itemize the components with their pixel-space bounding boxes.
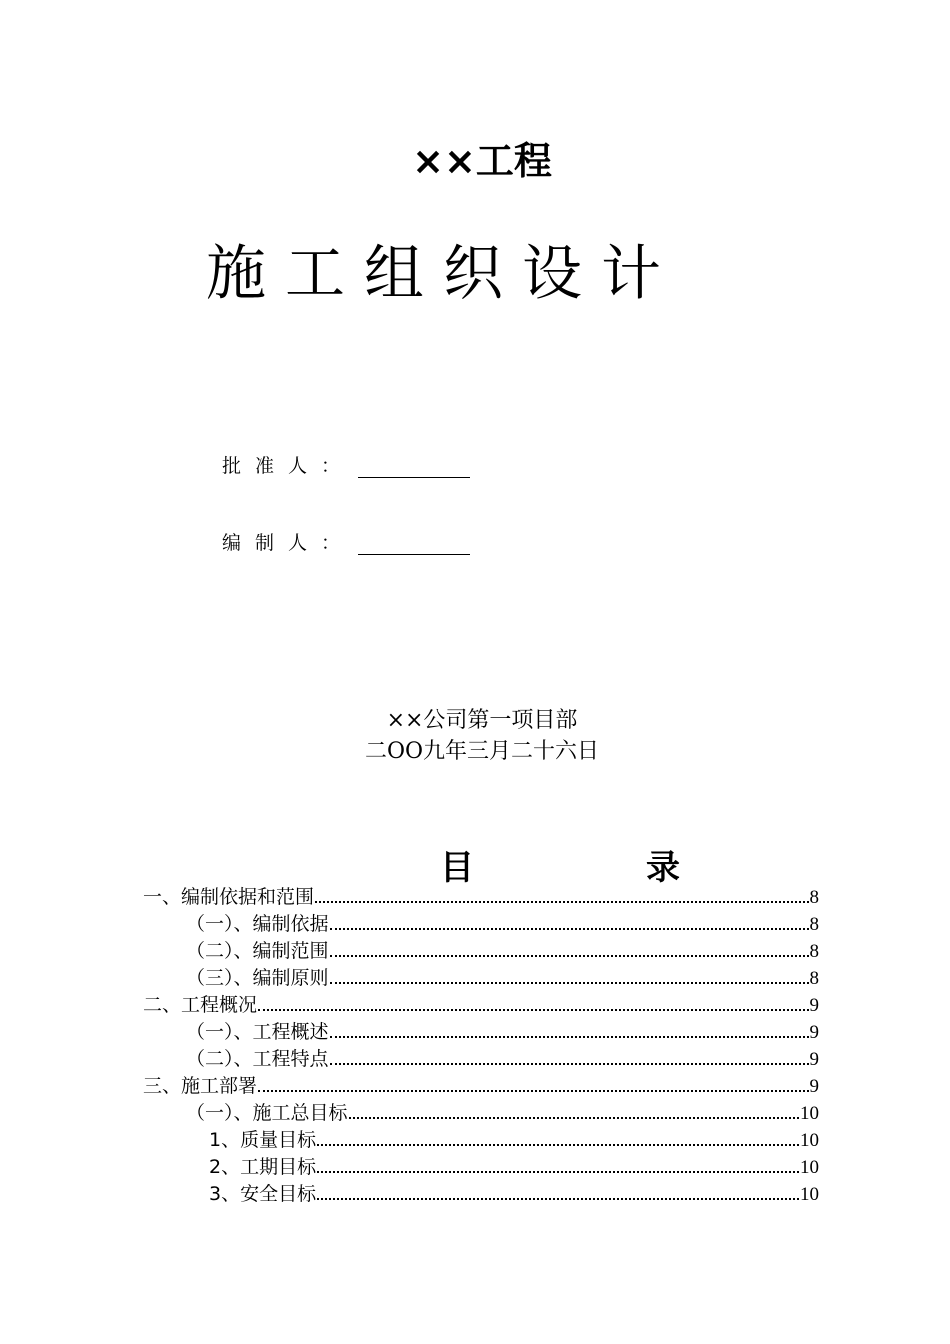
toc-leader-dots [330, 955, 809, 957]
toc-entry-label: （一）、施工总目标 [186, 1102, 348, 1124]
toc-entry-page: 8 [809, 941, 819, 962]
toc-entry[interactable] [143, 938, 819, 965]
toc-entry-page: 10 [800, 1130, 819, 1151]
toc-entry-label: 二、工程概况 [143, 994, 258, 1016]
toc-entry-page: 10 [800, 1157, 819, 1178]
compiler-label: 编制人： [222, 532, 355, 554]
toc-entry-label: 一、编制依据和范围 [143, 886, 315, 908]
toc-entry-page: 10 [800, 1184, 819, 1205]
organization-name: ××公司第一项目部 [386, 708, 578, 733]
toc-entry[interactable] [143, 1154, 819, 1181]
toc-entry-page: 9 [809, 1022, 819, 1043]
toc-entry[interactable] [143, 1127, 819, 1154]
toc-heading-left: 目 [440, 848, 474, 888]
toc-leader-dots [317, 1198, 799, 1200]
toc-entry-page: 8 [809, 968, 819, 989]
toc-heading-right: 录 [646, 848, 680, 888]
compiler-row [222, 527, 470, 555]
toc-entry[interactable] [143, 884, 819, 911]
toc-leader-dots [330, 928, 809, 930]
approver-row [222, 450, 470, 478]
toc-leader-dots [317, 1171, 799, 1173]
toc-entry-page: 9 [809, 995, 819, 1016]
toc-entry-label: 三、施工部署 [143, 1075, 258, 1097]
toc-entry-page: 8 [809, 914, 819, 935]
toc-entry-label: 1、质量目标 [209, 1129, 317, 1151]
toc-leader-dots [330, 1036, 809, 1038]
toc-entry-page: 10 [800, 1103, 819, 1124]
toc-entry-label: （一）、编制依据 [186, 913, 329, 935]
toc-entry-label: （三）、编制原则 [186, 967, 329, 989]
toc-entry[interactable] [143, 992, 819, 1019]
toc-entry-page: 8 [809, 887, 819, 908]
toc-entry[interactable] [143, 965, 819, 992]
toc-entry-label: （二）、工程特点 [186, 1048, 329, 1070]
approver-signature-line [358, 455, 470, 478]
toc-entry-label: 2、工期目标 [209, 1156, 317, 1178]
document-title: 施工组织设计 [206, 239, 680, 309]
toc-entry[interactable] [143, 911, 819, 938]
toc-entry-label: （二）、编制范围 [186, 940, 329, 962]
toc-entry-page: 9 [809, 1076, 819, 1097]
toc-entry[interactable] [143, 1181, 819, 1208]
toc-leader-dots [330, 982, 809, 984]
toc-leader-dots [258, 1009, 808, 1011]
toc-entry[interactable] [143, 1100, 819, 1127]
table-of-contents [143, 884, 819, 1208]
toc-entry-label: 3、安全目标 [209, 1183, 317, 1205]
toc-leader-dots [330, 1063, 809, 1065]
toc-leader-dots [258, 1090, 808, 1092]
toc-entry-page: 9 [809, 1049, 819, 1070]
compiler-signature-line [358, 532, 470, 555]
toc-leader-dots [317, 1144, 799, 1146]
toc-leader-dots [349, 1117, 799, 1119]
toc-entry[interactable] [143, 1046, 819, 1073]
toc-entry[interactable] [143, 1019, 819, 1046]
organization-block [0, 705, 950, 767]
toc-leader-dots [315, 901, 808, 903]
toc-entry-label: （一）、工程概述 [186, 1021, 329, 1043]
toc-entry[interactable] [143, 1073, 819, 1100]
document-date: 二OO九年三月二十六日 [364, 739, 600, 764]
approver-label: 批准人： [222, 455, 355, 477]
project-title: ××工程 [412, 139, 552, 183]
